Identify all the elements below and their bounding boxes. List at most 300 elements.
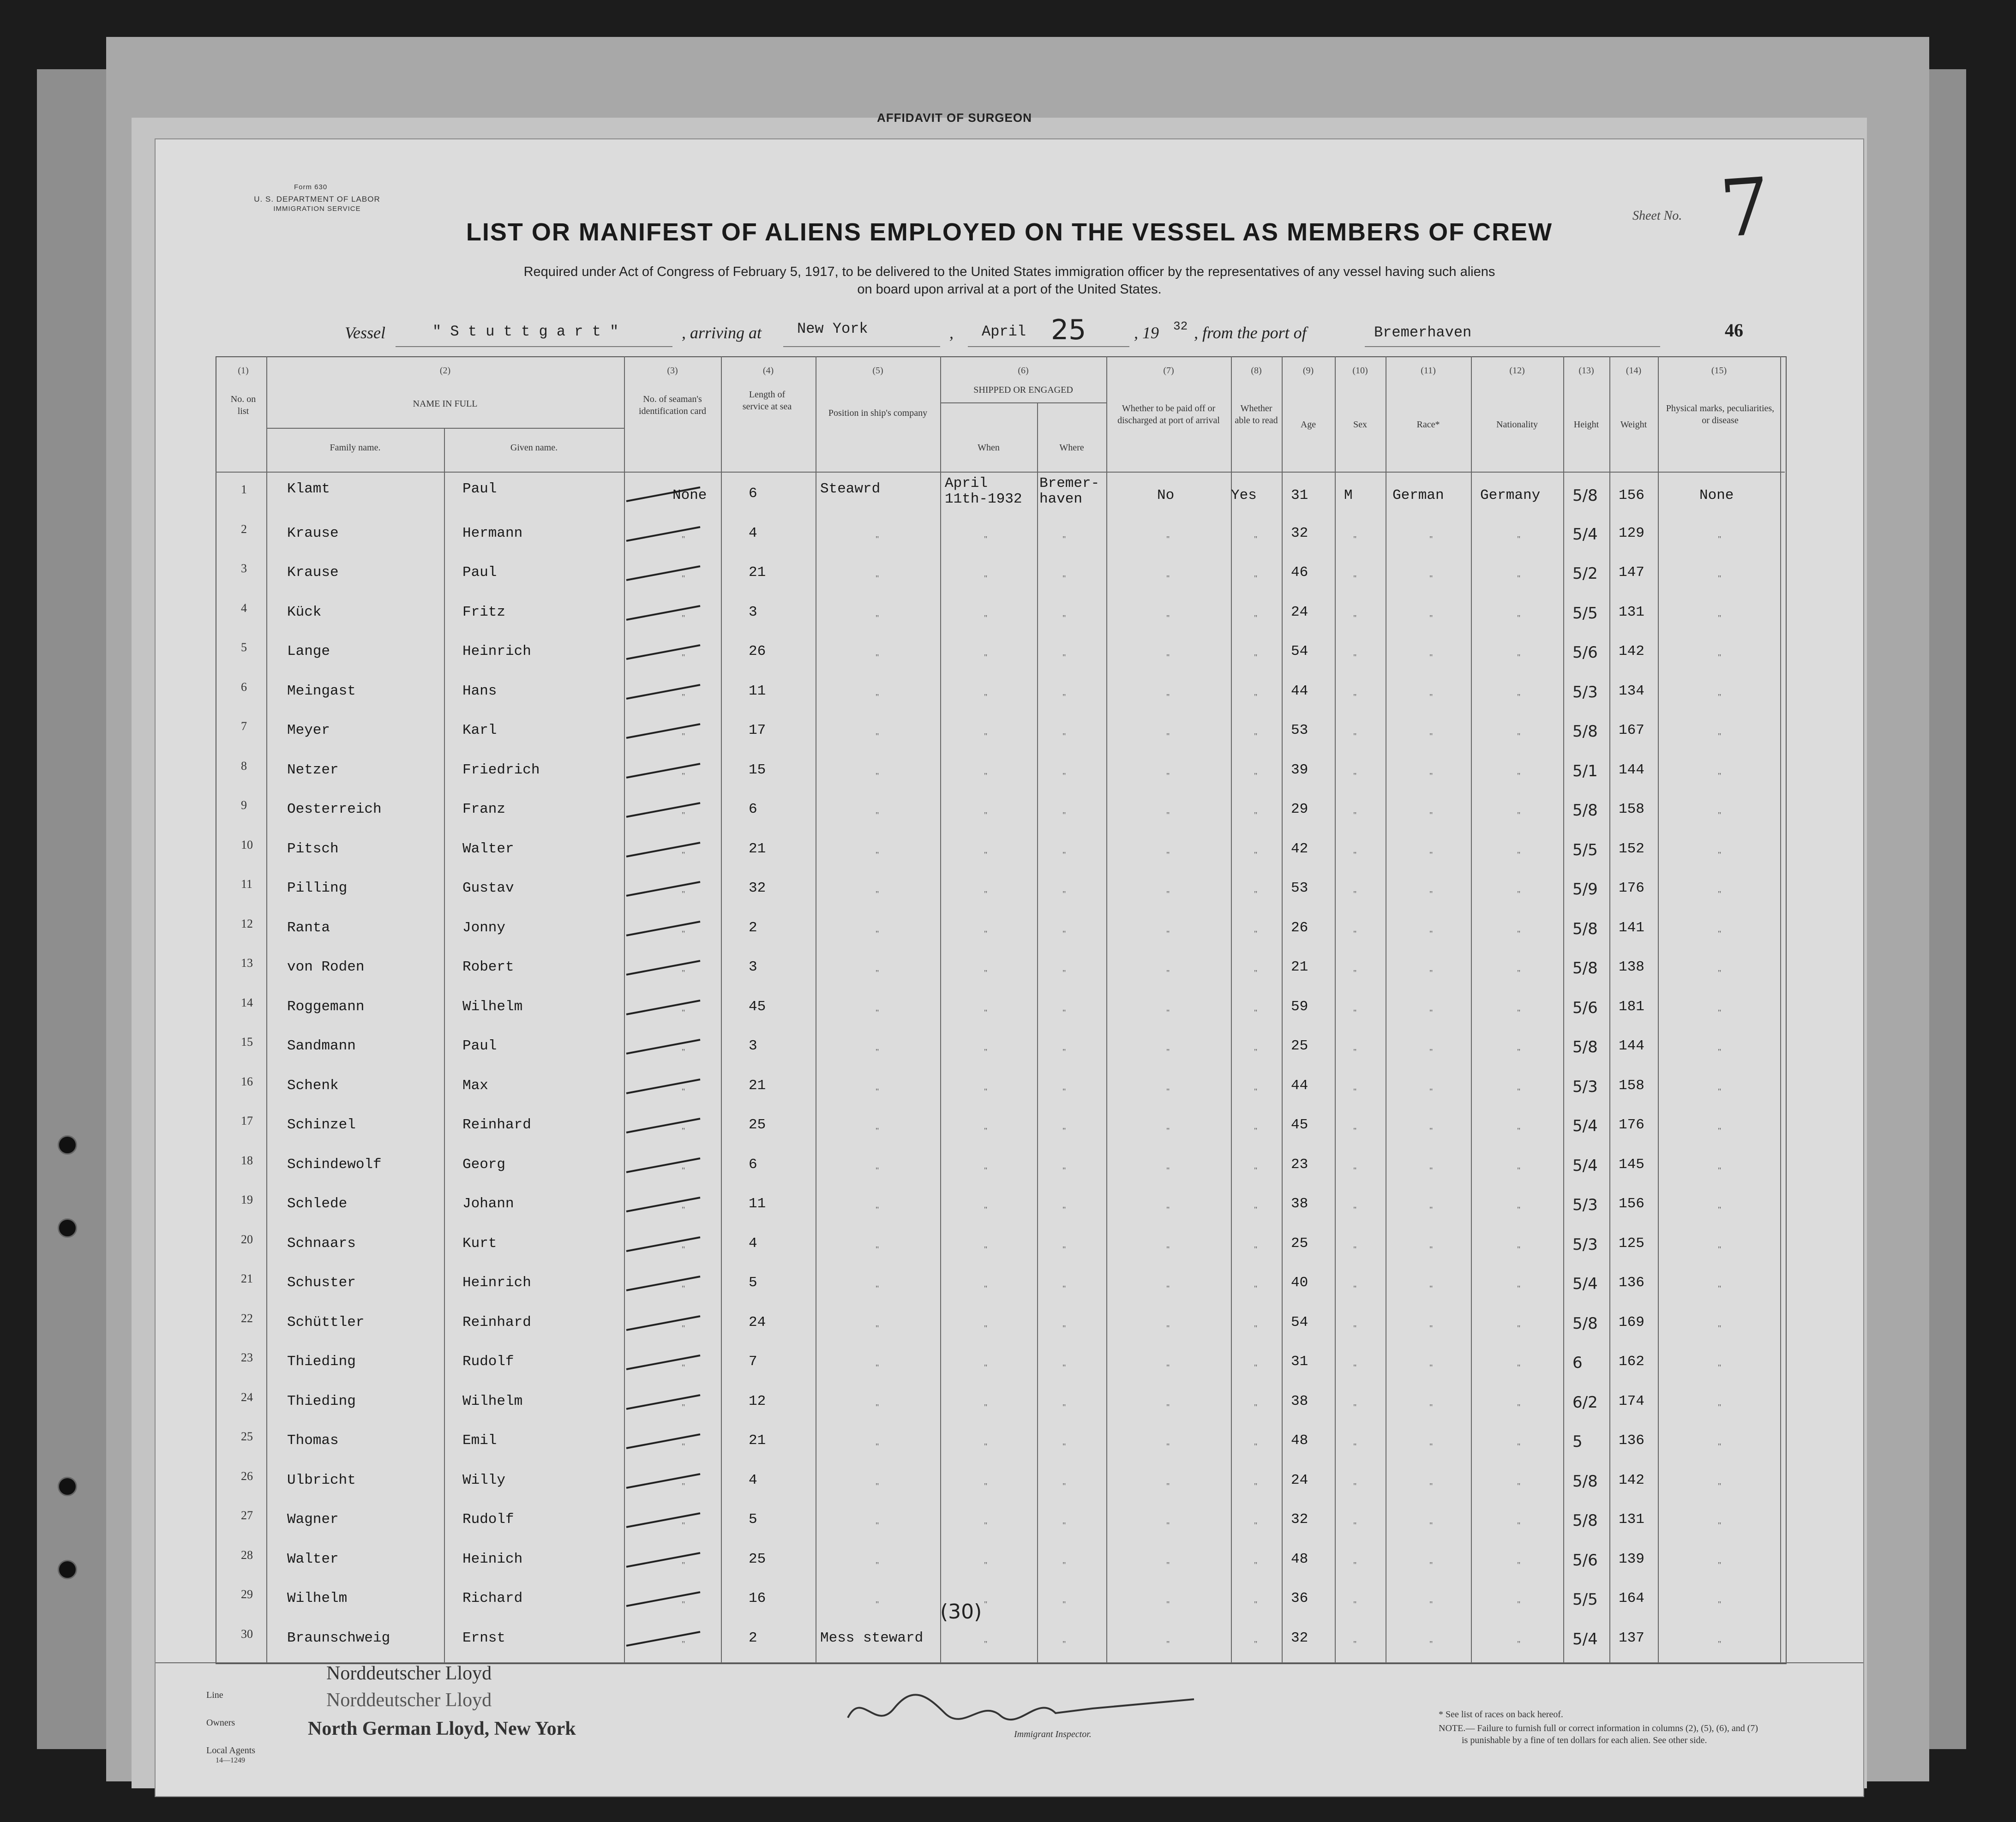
service-length: 21 — [749, 1432, 766, 1449]
ditto-mark: " — [1166, 1521, 1170, 1530]
form-number: Form 630 — [294, 183, 328, 191]
ditto-mark: " — [1429, 1442, 1433, 1451]
ditto-mark: " — [984, 574, 988, 583]
check-mark — [624, 1275, 702, 1291]
age: 31 — [1291, 1354, 1308, 1370]
family-name: Lange — [287, 643, 330, 659]
family-name: Klamt — [287, 481, 330, 497]
height: 5/3 — [1572, 1235, 1598, 1254]
port-underline — [783, 346, 940, 347]
ditto-mark: " — [1254, 1007, 1258, 1017]
age: 45 — [1291, 1117, 1308, 1133]
ditto-mark: " — [1062, 1600, 1066, 1609]
family-name: Thieding — [287, 1393, 356, 1409]
ditto-mark: " — [1062, 1007, 1066, 1017]
ditto-mark: " — [1429, 1007, 1433, 1017]
ditto-mark: " — [1353, 1521, 1357, 1530]
row-number: 30 — [241, 1627, 253, 1641]
family-name: Schlede — [287, 1196, 348, 1212]
ditto-mark: " — [1718, 574, 1722, 583]
ditto-mark: " — [876, 534, 879, 544]
colnum-2: (2) — [439, 366, 451, 376]
check-mark — [624, 1511, 702, 1528]
head-length-service: Length of service at sea — [742, 390, 792, 412]
row-number: 13 — [241, 956, 253, 970]
check-mark — [624, 1078, 702, 1094]
ditto-mark: " — [682, 1323, 685, 1333]
given-name: Ernst — [462, 1630, 506, 1646]
table-row — [156, 875, 1863, 913]
weight: 158 — [1619, 801, 1644, 817]
inspector-signature — [834, 1681, 1203, 1736]
ditto-mark: " — [1718, 929, 1722, 938]
height: 5/6 — [1572, 998, 1598, 1017]
family-name: Schinzel — [287, 1117, 356, 1133]
ditto-mark: " — [1166, 968, 1170, 977]
table-row — [156, 1625, 1863, 1663]
ditto-mark: " — [984, 1521, 988, 1530]
sheet-no-label: Sheet No. — [1632, 209, 1682, 223]
given-name: Walter — [462, 840, 514, 857]
position: Steawrd — [820, 481, 881, 497]
head-where: Where — [1059, 443, 1084, 453]
age: 23 — [1291, 1156, 1308, 1173]
ditto-mark: " — [682, 968, 685, 977]
ditto-mark: " — [984, 692, 988, 701]
line-stamp: Norddeutscher Lloyd — [326, 1663, 492, 1684]
given-name: Jonny — [462, 919, 506, 936]
table-row — [156, 994, 1863, 1032]
check-mark — [624, 920, 702, 936]
service-length: 6 — [749, 485, 757, 502]
ditto-mark: " — [1429, 731, 1433, 741]
ditto-mark: " — [984, 1639, 988, 1648]
ditto-mark: " — [1353, 653, 1357, 662]
ditto-mark: " — [682, 1244, 685, 1254]
ditto-mark: " — [1718, 810, 1722, 820]
ditto-mark: " — [682, 1126, 685, 1135]
vessel-line — [156, 314, 1863, 346]
row-number: 20 — [241, 1232, 253, 1246]
head-age: Age — [1300, 420, 1316, 430]
age: 32 — [1291, 1630, 1308, 1646]
given-name: Franz — [462, 801, 506, 817]
ditto-mark: " — [1429, 574, 1433, 583]
ditto-mark: " — [1254, 1560, 1258, 1570]
age: 46 — [1291, 564, 1308, 581]
ditto-mark: " — [1718, 1047, 1722, 1056]
ditto-mark: " — [1429, 1323, 1433, 1333]
row-number: 11 — [241, 877, 253, 891]
ditto-mark: " — [1353, 771, 1357, 780]
family-name: Oesterreich — [287, 801, 382, 817]
ditto-mark: " — [1166, 1639, 1170, 1648]
ditto-mark: " — [1429, 1402, 1433, 1412]
ditto-mark: " — [682, 1560, 685, 1570]
vessel-underline — [396, 346, 672, 347]
age: 31 — [1291, 487, 1308, 503]
head-shipped: SHIPPED OR ENGAGED — [973, 385, 1073, 395]
ditto-mark: " — [1062, 771, 1066, 780]
row-number: 15 — [241, 1035, 253, 1049]
row-number: 26 — [241, 1469, 253, 1483]
check-mark — [624, 999, 702, 1015]
ditto-mark: " — [1718, 1126, 1722, 1135]
ditto-mark: " — [1353, 1639, 1357, 1648]
table-row — [156, 1428, 1863, 1466]
weight: 138 — [1619, 959, 1644, 975]
ditto-mark: " — [1254, 574, 1258, 583]
family-name: Braunschweig — [287, 1630, 390, 1646]
ditto-mark: " — [876, 1521, 879, 1530]
check-mark — [624, 762, 702, 779]
ditto-mark: " — [682, 1047, 685, 1056]
row-number: 29 — [241, 1588, 253, 1601]
able-read: Yes — [1231, 487, 1257, 503]
ditto-mark: " — [1517, 1363, 1521, 1372]
table-row — [156, 639, 1863, 677]
ditto-mark: " — [876, 653, 879, 662]
ditto-mark: " — [1254, 1165, 1258, 1175]
head-paid-off: Whether to be paid off or discharged at port of arrival — [1117, 403, 1220, 426]
binder-hole — [58, 1477, 77, 1496]
ditto-mark: " — [1166, 1284, 1170, 1293]
ditto-mark: " — [1062, 574, 1066, 583]
service-length: 25 — [749, 1551, 766, 1567]
given-name: Johann — [462, 1196, 514, 1212]
ditto-mark: " — [1429, 653, 1433, 662]
shipped-subdivider — [940, 402, 1106, 403]
ditto-mark: " — [1353, 1481, 1357, 1491]
ditto-mark: " — [1517, 1284, 1521, 1293]
ditto-mark: " — [1517, 692, 1521, 701]
ditto-mark: " — [1718, 968, 1722, 977]
ditto-mark: " — [1718, 613, 1722, 623]
ditto-mark: " — [984, 1086, 988, 1096]
weight: 156 — [1619, 1196, 1644, 1212]
weight: 162 — [1619, 1354, 1644, 1370]
year-prefix: , 19 — [1134, 324, 1159, 342]
table-row — [156, 836, 1863, 874]
ditto-mark: " — [876, 1047, 879, 1056]
ditto-mark: " — [1166, 1007, 1170, 1017]
age: 53 — [1291, 880, 1308, 896]
row-number: 1 — [241, 483, 247, 496]
ditto-mark: " — [1254, 771, 1258, 780]
ditto-mark: " — [1718, 1560, 1722, 1570]
check-mark — [624, 1157, 702, 1173]
sex: M — [1344, 487, 1353, 503]
height: 5/9 — [1572, 880, 1598, 899]
ditto-mark: " — [682, 1442, 685, 1451]
year-suffix: 32 — [1173, 319, 1188, 333]
ditto-mark: " — [1517, 731, 1521, 741]
head-race: Race* — [1416, 420, 1440, 430]
service-length: 45 — [749, 998, 766, 1015]
table-row — [156, 678, 1863, 716]
weight: 169 — [1619, 1314, 1644, 1331]
ditto-mark: " — [1353, 1323, 1357, 1333]
ditto-mark: " — [1718, 1007, 1722, 1017]
ditto-mark: " — [1062, 1126, 1066, 1135]
ditto-mark: " — [1429, 1244, 1433, 1254]
ditto-mark: " — [1062, 1205, 1066, 1214]
check-mark — [624, 841, 702, 857]
ditto-mark: " — [1062, 850, 1066, 859]
family-name: Ulbricht — [287, 1472, 356, 1488]
head-sex: Sex — [1353, 420, 1367, 430]
given-name: Gustav — [462, 880, 514, 896]
height: 5/2 — [1572, 564, 1598, 583]
ditto-mark: " — [984, 613, 988, 623]
ditto-mark: " — [876, 1600, 879, 1609]
age: 54 — [1291, 1314, 1308, 1331]
ditto-mark: " — [1254, 889, 1258, 899]
row-number: 22 — [241, 1311, 253, 1325]
ditto-mark: " — [1062, 534, 1066, 544]
ditto-mark: " — [1353, 1007, 1357, 1017]
ditto-mark: " — [984, 1442, 988, 1451]
ditto-mark: " — [1254, 929, 1258, 938]
ditto-mark: " — [1166, 613, 1170, 623]
ditto-mark: " — [1429, 692, 1433, 701]
service-length: 26 — [749, 643, 766, 659]
ditto-mark: " — [1353, 810, 1357, 820]
ditto-mark: " — [1718, 534, 1722, 544]
table-row — [156, 1033, 1863, 1071]
ditto-mark: " — [1254, 1323, 1258, 1333]
age: 24 — [1291, 1472, 1308, 1488]
ditto-mark: " — [1166, 1402, 1170, 1412]
given-name: Willy — [462, 1472, 506, 1488]
date-underline — [968, 346, 1129, 347]
family-name: Meyer — [287, 722, 330, 738]
ditto-mark: " — [984, 534, 988, 544]
age: 39 — [1291, 761, 1308, 778]
ditto-mark: " — [1353, 1126, 1357, 1135]
form-code: 14—1249 — [216, 1756, 245, 1764]
ditto-mark: " — [1718, 889, 1722, 899]
vessel-name: " S t u t t g a r t " — [432, 323, 619, 340]
ditto-mark: " — [876, 810, 879, 820]
ditto-mark: " — [984, 850, 988, 859]
family-name: Wilhelm — [287, 1590, 348, 1606]
family-name: Krause — [287, 525, 339, 541]
weight: 134 — [1619, 683, 1644, 699]
row-number: 2 — [241, 522, 247, 536]
row-number: 25 — [241, 1430, 253, 1443]
ditto-mark: " — [1353, 1205, 1357, 1214]
height: 5/3 — [1572, 1196, 1598, 1214]
height: 5/5 — [1572, 604, 1598, 623]
shipped-when-2: 11th-1932 — [945, 491, 1022, 507]
ditto-mark: " — [1166, 1600, 1170, 1609]
height: 5/5 — [1572, 840, 1598, 859]
given-name: Richard — [462, 1590, 523, 1606]
ditto-mark: " — [876, 1402, 879, 1412]
weight: 141 — [1619, 919, 1644, 936]
ditto-mark: " — [1166, 1323, 1170, 1333]
ditto-mark: " — [876, 692, 879, 701]
arrival-month: April — [982, 323, 1026, 340]
ditto-mark: " — [1429, 850, 1433, 859]
ditto-mark: " — [1718, 692, 1722, 701]
check-mark — [624, 683, 702, 700]
ditto-mark: " — [682, 929, 685, 938]
weight: 139 — [1619, 1551, 1644, 1567]
service-length: 6 — [749, 1156, 757, 1173]
height: 5/8 — [1572, 959, 1598, 977]
ditto-mark: " — [1062, 731, 1066, 741]
colnum-8: (8) — [1251, 366, 1262, 376]
height: 5/8 — [1572, 1314, 1598, 1333]
ditto-mark: " — [1166, 771, 1170, 780]
check-mark — [624, 722, 702, 739]
ditto-mark: " — [1718, 850, 1722, 859]
ditto-mark: " — [876, 613, 879, 623]
check-mark — [624, 1472, 702, 1489]
weight: 147 — [1619, 564, 1644, 581]
row-number: 19 — [241, 1193, 253, 1206]
service-length: 3 — [749, 959, 757, 975]
ditto-mark: " — [1517, 574, 1521, 583]
age: 48 — [1291, 1432, 1308, 1449]
ditto-mark: " — [1718, 1521, 1722, 1530]
ditto-mark: " — [1517, 1205, 1521, 1214]
ditto-mark: " — [1429, 929, 1433, 938]
id-card: None — [672, 487, 707, 503]
ditto-mark: " — [1166, 534, 1170, 544]
races-note: * See list of races on back hereof. — [1439, 1709, 1563, 1720]
ditto-mark: " — [876, 1560, 879, 1570]
ditto-mark: " — [1718, 1363, 1722, 1372]
height: 5/8 — [1572, 722, 1598, 741]
height: 5/8 — [1572, 486, 1598, 505]
weight: 174 — [1619, 1393, 1644, 1409]
inspector-label: Immigrant Inspector. — [1014, 1729, 1092, 1739]
ditto-mark: " — [1718, 1205, 1722, 1214]
ditto-mark: " — [682, 731, 685, 741]
height: 5/4 — [1572, 525, 1598, 544]
service-length: 4 — [749, 1235, 757, 1252]
weight: 145 — [1619, 1156, 1644, 1173]
ditto-mark: " — [1353, 613, 1357, 623]
ditto-mark: " — [1254, 534, 1258, 544]
check-mark — [624, 959, 702, 976]
ditto-mark: " — [1517, 653, 1521, 662]
ditto-mark: " — [876, 1244, 879, 1254]
ditto-mark: " — [1254, 1126, 1258, 1135]
ditto-mark: " — [1254, 1205, 1258, 1214]
family-name: Kück — [287, 604, 322, 620]
colnum-15: (15) — [1711, 366, 1727, 376]
table-row — [156, 475, 1863, 519]
service-length: 16 — [749, 1590, 766, 1606]
weight: 156 — [1619, 487, 1644, 503]
ditto-mark: " — [682, 1639, 685, 1648]
ditto-mark: " — [1517, 1244, 1521, 1254]
ditto-mark: " — [1353, 1086, 1357, 1096]
ditto-mark: " — [876, 771, 879, 780]
family-name: Thieding — [287, 1354, 356, 1370]
from-port: Bremerhaven — [1374, 324, 1472, 341]
table-row — [156, 1546, 1863, 1584]
table-row — [156, 560, 1863, 598]
row-number: 17 — [241, 1114, 253, 1127]
ditto-mark: " — [1062, 1363, 1066, 1372]
ditto-mark: " — [1254, 1402, 1258, 1412]
vessel-label: Vessel — [345, 324, 385, 342]
table-row — [156, 1191, 1863, 1229]
ditto-mark: " — [1166, 929, 1170, 938]
ditto-mark: " — [876, 1007, 879, 1017]
given-name: Rudolf — [462, 1511, 514, 1528]
given-name: Karl — [462, 722, 497, 738]
ditto-mark: " — [1517, 1560, 1521, 1570]
ditto-mark: " — [1062, 929, 1066, 938]
ditto-mark: " — [1062, 1086, 1066, 1096]
age: 21 — [1291, 959, 1308, 975]
ditto-mark: " — [984, 1481, 988, 1491]
weight: 129 — [1619, 525, 1644, 541]
ditto-mark: " — [984, 1560, 988, 1570]
head-nationality: Nationality — [1496, 420, 1538, 430]
row-number: 9 — [241, 798, 247, 812]
ditto-mark: " — [1062, 1402, 1066, 1412]
ditto-mark: " — [984, 1007, 988, 1017]
check-mark — [624, 1314, 702, 1331]
weight: 176 — [1619, 880, 1644, 896]
service-length: 3 — [749, 604, 757, 620]
family-name: von Roden — [287, 959, 365, 975]
behind-sheet-title: AFFIDAVIT OF SURGEON — [877, 111, 1032, 125]
given-name: Paul — [462, 481, 497, 497]
header-divider — [216, 472, 1785, 473]
race: German — [1392, 487, 1444, 503]
ditto-mark: " — [1429, 534, 1433, 544]
ditto-mark: " — [1517, 929, 1521, 938]
ditto-mark: " — [984, 929, 988, 938]
family-name: Schuster — [287, 1275, 356, 1291]
ditto-mark: " — [682, 534, 685, 544]
family-name: Meingast — [287, 683, 356, 699]
age: 26 — [1291, 919, 1308, 936]
colnum-9: (9) — [1302, 366, 1314, 376]
given-name: Reinhard — [462, 1117, 531, 1133]
check-mark — [624, 1196, 702, 1212]
given-name: Wilhelm — [462, 1393, 523, 1409]
check-mark — [624, 1117, 702, 1133]
service-length: 17 — [749, 722, 766, 738]
service-length: 21 — [749, 1077, 766, 1094]
ditto-mark: " — [1166, 1560, 1170, 1570]
ditto-mark: " — [1517, 810, 1521, 820]
service-length: 11 — [749, 1196, 766, 1212]
ditto-mark: " — [1166, 692, 1170, 701]
check-mark — [624, 801, 702, 818]
ditto-mark: " — [1429, 810, 1433, 820]
ditto-mark: " — [1517, 1047, 1521, 1056]
ditto-mark: " — [1062, 613, 1066, 623]
colnum-4: (4) — [762, 366, 774, 376]
age: 38 — [1291, 1196, 1308, 1212]
ditto-mark: " — [1254, 613, 1258, 623]
age: 24 — [1291, 604, 1308, 620]
ditto-mark: " — [682, 1402, 685, 1412]
ditto-mark: " — [1353, 692, 1357, 701]
ditto-mark: " — [1429, 771, 1433, 780]
arriving-label: , arriving at — [682, 324, 762, 342]
